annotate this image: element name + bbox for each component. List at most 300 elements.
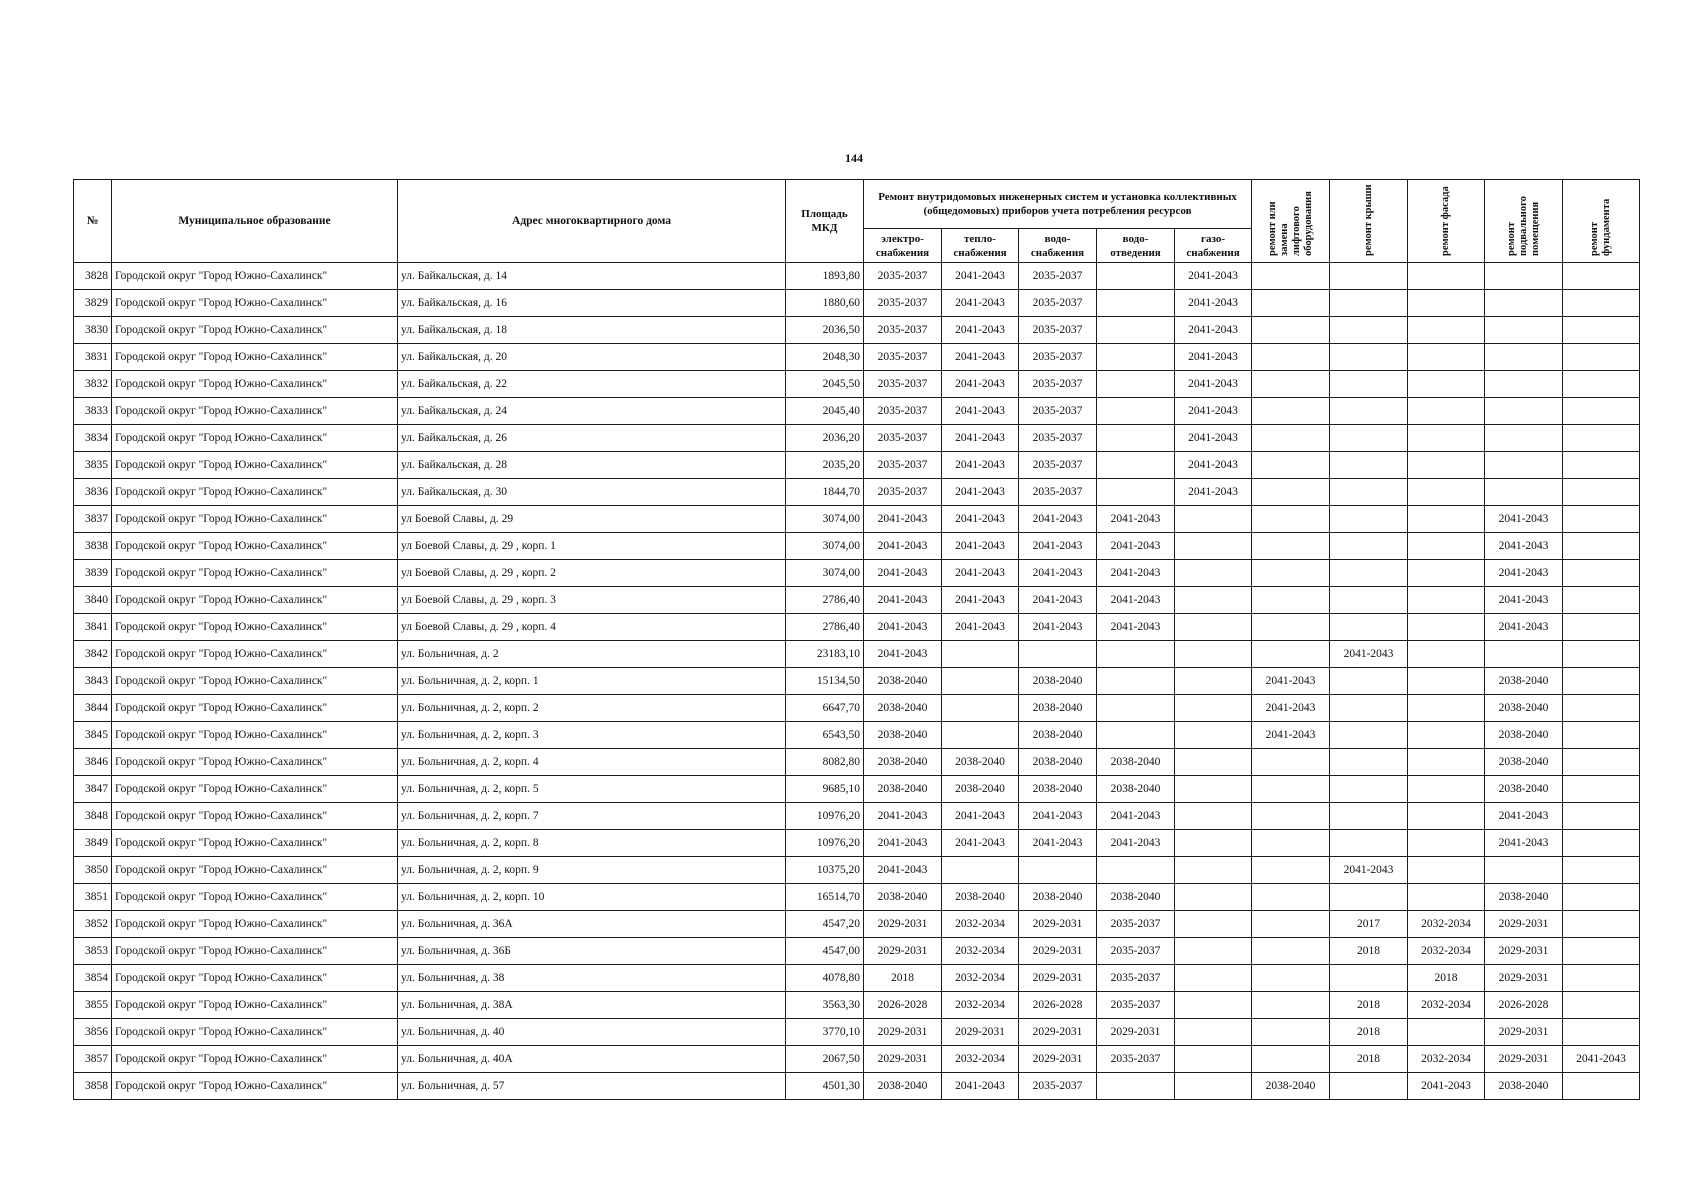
cell-electricity: 2041-2043 (864, 506, 942, 533)
cell-municipality: Городской округ "Город Южно-Сахалинск" (112, 290, 398, 317)
cell-municipality: Городской округ "Город Южно-Сахалинск" (112, 695, 398, 722)
cell-foundation (1563, 371, 1640, 398)
cell-electricity: 2035-2037 (864, 425, 942, 452)
cell-heat: 2041-2043 (942, 560, 1019, 587)
cell-address: ул. Больничная, д. 2, корп. 8 (398, 830, 786, 857)
cell-water-disposal (1097, 641, 1175, 668)
cell-basement: 2038-2040 (1485, 749, 1563, 776)
cell-water-disposal: 2029-2031 (1097, 1019, 1175, 1046)
table-body (74, 263, 1640, 1100)
cell-water-supply: 2035-2037 (1019, 479, 1097, 506)
cell-gas: 2041-2043 (1175, 317, 1252, 344)
header-water-supply: водо-снабжения (1019, 229, 1097, 263)
cell-area: 1880,60 (786, 290, 864, 317)
cell-gas: 2041-2043 (1175, 452, 1252, 479)
cell-heat: 2041-2043 (942, 830, 1019, 857)
cell-gas (1175, 695, 1252, 722)
table-row (74, 641, 1640, 668)
cell-address: ул. Больничная, д. 38А (398, 992, 786, 1019)
cell-foundation (1563, 938, 1640, 965)
cell-heat: 2032-2034 (942, 965, 1019, 992)
cell-water-disposal (1097, 398, 1175, 425)
cell-foundation (1563, 1019, 1640, 1046)
cell-water-supply: 2041-2043 (1019, 614, 1097, 641)
table-row (74, 587, 1640, 614)
cell-heat: 2041-2043 (942, 317, 1019, 344)
cell-number: 3834 (74, 425, 112, 452)
cell-municipality: Городской округ "Город Южно-Сахалинск" (112, 263, 398, 290)
cell-number: 3843 (74, 668, 112, 695)
cell-water-supply: 2041-2043 (1019, 587, 1097, 614)
cell-address: ул. Больничная, д. 2, корп. 7 (398, 803, 786, 830)
cell-heat: 2032-2034 (942, 992, 1019, 1019)
header-foundation-label: ремонт фундамента (1589, 198, 1613, 256)
cell-municipality: Городской округ "Город Южно-Сахалинск" (112, 587, 398, 614)
cell-water-supply: 2038-2040 (1019, 884, 1097, 911)
cell-roof (1330, 290, 1408, 317)
cell-water-disposal (1097, 1073, 1175, 1100)
cell-area: 2035,20 (786, 452, 864, 479)
cell-electricity: 2038-2040 (864, 668, 942, 695)
cell-municipality: Городской округ "Город Южно-Сахалинск" (112, 830, 398, 857)
cell-water-disposal: 2035-2037 (1097, 911, 1175, 938)
cell-address: ул. Байкальская, д. 14 (398, 263, 786, 290)
table-row (74, 803, 1640, 830)
cell-electricity: 2041-2043 (864, 560, 942, 587)
table-row (74, 452, 1640, 479)
cell-water-disposal (1097, 479, 1175, 506)
cell-roof (1330, 452, 1408, 479)
cell-heat: 2041-2043 (942, 803, 1019, 830)
cell-roof (1330, 344, 1408, 371)
cell-heat: 2032-2034 (942, 1046, 1019, 1073)
cell-number: 3835 (74, 452, 112, 479)
cell-roof (1330, 668, 1408, 695)
cell-gas (1175, 884, 1252, 911)
cell-area: 3074,00 (786, 533, 864, 560)
header-foundation (1563, 180, 1640, 263)
cell-gas: 2041-2043 (1175, 263, 1252, 290)
cell-facade: 2032-2034 (1408, 1046, 1485, 1073)
cell-roof: 2018 (1330, 1046, 1408, 1073)
cell-facade: 2041-2043 (1408, 1073, 1485, 1100)
cell-facade (1408, 668, 1485, 695)
header-electricity: электро-снабжения (864, 229, 942, 263)
table-row (74, 479, 1640, 506)
cell-basement: 2041-2043 (1485, 830, 1563, 857)
cell-roof (1330, 884, 1408, 911)
cell-gas (1175, 938, 1252, 965)
cell-electricity: 2041-2043 (864, 587, 942, 614)
header-facade (1408, 180, 1485, 263)
cell-facade (1408, 425, 1485, 452)
cell-heat: 2029-2031 (942, 1019, 1019, 1046)
cell-roof (1330, 263, 1408, 290)
cell-elevator (1252, 830, 1330, 857)
cell-municipality: Городской округ "Город Южно-Сахалинск" (112, 452, 398, 479)
cell-address: ул. Больничная, д. 2 (398, 641, 786, 668)
cell-area: 8082,80 (786, 749, 864, 776)
cell-roof (1330, 371, 1408, 398)
cell-roof (1330, 560, 1408, 587)
cell-basement (1485, 641, 1563, 668)
cell-address: ул. Байкальская, д. 26 (398, 425, 786, 452)
cell-gas: 2041-2043 (1175, 371, 1252, 398)
cell-water-disposal: 2041-2043 (1097, 803, 1175, 830)
cell-elevator: 2038-2040 (1252, 1073, 1330, 1100)
cell-area: 2786,40 (786, 587, 864, 614)
cell-address: ул. Больничная, д. 57 (398, 1073, 786, 1100)
cell-address: ул. Байкальская, д. 24 (398, 398, 786, 425)
cell-water-disposal (1097, 344, 1175, 371)
cell-address: ул. Больничная, д. 2, корп. 5 (398, 776, 786, 803)
cell-water-supply: 2038-2040 (1019, 776, 1097, 803)
cell-gas (1175, 1019, 1252, 1046)
cell-facade (1408, 506, 1485, 533)
cell-facade (1408, 857, 1485, 884)
cell-elevator (1252, 371, 1330, 398)
cell-basement: 2041-2043 (1485, 803, 1563, 830)
cell-foundation (1563, 479, 1640, 506)
cell-foundation (1563, 722, 1640, 749)
cell-area: 3074,00 (786, 560, 864, 587)
cell-elevator (1252, 965, 1330, 992)
table-row (74, 533, 1640, 560)
cell-address: ул. Байкальская, д. 22 (398, 371, 786, 398)
cell-water-supply: 2029-2031 (1019, 938, 1097, 965)
cell-roof (1330, 695, 1408, 722)
cell-basement (1485, 452, 1563, 479)
cell-address: ул. Байкальская, д. 30 (398, 479, 786, 506)
cell-roof (1330, 398, 1408, 425)
cell-water-disposal (1097, 452, 1175, 479)
cell-heat (942, 641, 1019, 668)
cell-water-supply: 2038-2040 (1019, 668, 1097, 695)
cell-water-supply: 2041-2043 (1019, 533, 1097, 560)
cell-gas (1175, 614, 1252, 641)
cell-municipality: Городской округ "Город Южно-Сахалинск" (112, 479, 398, 506)
table-row (74, 317, 1640, 344)
cell-foundation (1563, 776, 1640, 803)
cell-roof (1330, 533, 1408, 560)
cell-electricity: 2035-2037 (864, 452, 942, 479)
cell-water-disposal (1097, 857, 1175, 884)
cell-facade (1408, 587, 1485, 614)
cell-roof: 2018 (1330, 992, 1408, 1019)
cell-roof (1330, 722, 1408, 749)
cell-facade (1408, 560, 1485, 587)
cell-foundation (1563, 911, 1640, 938)
cell-elevator (1252, 614, 1330, 641)
table-row (74, 668, 1640, 695)
cell-water-supply: 2029-2031 (1019, 965, 1097, 992)
cell-municipality: Городской округ "Город Южно-Сахалинск" (112, 641, 398, 668)
cell-number: 3836 (74, 479, 112, 506)
header-gas: газо-снабжения (1175, 229, 1252, 263)
cell-area: 6647,70 (786, 695, 864, 722)
cell-water-disposal (1097, 425, 1175, 452)
cell-foundation (1563, 830, 1640, 857)
cell-electricity: 2041-2043 (864, 803, 942, 830)
cell-municipality: Городской округ "Город Южно-Сахалинск" (112, 317, 398, 344)
cell-facade (1408, 452, 1485, 479)
cell-foundation (1563, 290, 1640, 317)
table-row (74, 776, 1640, 803)
cell-area: 4078,80 (786, 965, 864, 992)
cell-area: 4547,20 (786, 911, 864, 938)
cell-elevator (1252, 857, 1330, 884)
cell-facade (1408, 614, 1485, 641)
cell-municipality: Городской округ "Город Южно-Сахалинск" (112, 668, 398, 695)
cell-number: 3839 (74, 560, 112, 587)
cell-elevator: 2041-2043 (1252, 722, 1330, 749)
cell-area: 2045,50 (786, 371, 864, 398)
header-area: Площадь МКД (786, 180, 864, 263)
cell-municipality: Городской округ "Город Южно-Сахалинск" (112, 965, 398, 992)
header-water-disposal: водо-отведения (1097, 229, 1175, 263)
cell-heat: 2041-2043 (942, 452, 1019, 479)
cell-number: 3833 (74, 398, 112, 425)
cell-facade (1408, 263, 1485, 290)
cell-municipality: Городской округ "Город Южно-Сахалинск" (112, 398, 398, 425)
cell-foundation (1563, 884, 1640, 911)
table-row (74, 965, 1640, 992)
cell-basement (1485, 398, 1563, 425)
cell-elevator (1252, 290, 1330, 317)
cell-basement: 2029-2031 (1485, 1046, 1563, 1073)
cell-number: 3841 (74, 614, 112, 641)
cell-water-supply: 2038-2040 (1019, 749, 1097, 776)
cell-address: ул. Больничная, д. 36Б (398, 938, 786, 965)
cell-water-disposal: 2041-2043 (1097, 560, 1175, 587)
cell-water-disposal: 2038-2040 (1097, 776, 1175, 803)
cell-gas (1175, 911, 1252, 938)
cell-roof (1330, 425, 1408, 452)
cell-heat: 2041-2043 (942, 614, 1019, 641)
cell-address: ул. Байкальская, д. 20 (398, 344, 786, 371)
cell-number: 3858 (74, 1073, 112, 1100)
cell-area: 3563,30 (786, 992, 864, 1019)
cell-gas (1175, 830, 1252, 857)
cell-water-disposal (1097, 695, 1175, 722)
cell-water-disposal (1097, 290, 1175, 317)
cell-water-disposal: 2035-2037 (1097, 938, 1175, 965)
cell-elevator (1252, 479, 1330, 506)
cell-municipality: Городской округ "Город Южно-Сахалинск" (112, 533, 398, 560)
cell-roof: 2018 (1330, 1019, 1408, 1046)
cell-number: 3852 (74, 911, 112, 938)
cell-foundation (1563, 749, 1640, 776)
cell-foundation (1563, 614, 1640, 641)
table-row (74, 911, 1640, 938)
table-row (74, 344, 1640, 371)
header-basement (1485, 180, 1563, 263)
cell-water-supply: 2035-2037 (1019, 425, 1097, 452)
cell-address: ул Боевой Славы, д. 29 , корп. 3 (398, 587, 786, 614)
table-row (74, 506, 1640, 533)
cell-elevator (1252, 506, 1330, 533)
cell-address: ул. Больничная, д. 2, корп. 2 (398, 695, 786, 722)
cell-foundation (1563, 263, 1640, 290)
cell-gas (1175, 560, 1252, 587)
cell-gas (1175, 992, 1252, 1019)
cell-municipality: Городской округ "Город Южно-Сахалинск" (112, 425, 398, 452)
cell-heat: 2041-2043 (942, 398, 1019, 425)
cell-water-supply: 2038-2040 (1019, 695, 1097, 722)
cell-gas: 2041-2043 (1175, 479, 1252, 506)
cell-foundation (1563, 992, 1640, 1019)
cell-foundation (1563, 803, 1640, 830)
cell-water-supply: 2029-2031 (1019, 1046, 1097, 1073)
cell-number: 3842 (74, 641, 112, 668)
cell-number: 3830 (74, 317, 112, 344)
cell-electricity: 2041-2043 (864, 857, 942, 884)
table-row (74, 857, 1640, 884)
cell-number: 3845 (74, 722, 112, 749)
cell-area: 3770,10 (786, 1019, 864, 1046)
cell-address: ул. Больничная, д. 2, корп. 10 (398, 884, 786, 911)
header-basement-label: ремонт подвального помещения (1505, 196, 1541, 256)
cell-facade (1408, 1019, 1485, 1046)
cell-heat: 2041-2043 (942, 587, 1019, 614)
cell-electricity: 2038-2040 (864, 776, 942, 803)
cell-foundation (1563, 452, 1640, 479)
cell-elevator (1252, 317, 1330, 344)
cell-roof (1330, 479, 1408, 506)
cell-water-supply: 2035-2037 (1019, 317, 1097, 344)
cell-water-supply: 2035-2037 (1019, 344, 1097, 371)
cell-number: 3854 (74, 965, 112, 992)
cell-elevator (1252, 911, 1330, 938)
cell-water-disposal: 2041-2043 (1097, 830, 1175, 857)
cell-electricity: 2029-2031 (864, 938, 942, 965)
header-elevator-label: ремонт или замена лифтового оборудования (1266, 191, 1314, 256)
cell-facade (1408, 695, 1485, 722)
cell-area: 4501,30 (786, 1073, 864, 1100)
cell-number: 3837 (74, 506, 112, 533)
cell-water-disposal: 2035-2037 (1097, 992, 1175, 1019)
cell-electricity: 2035-2037 (864, 398, 942, 425)
cell-gas (1175, 749, 1252, 776)
cell-facade: 2018 (1408, 965, 1485, 992)
cell-gas: 2041-2043 (1175, 344, 1252, 371)
cell-roof (1330, 1073, 1408, 1100)
cell-elevator (1252, 1046, 1330, 1073)
cell-water-supply: 2041-2043 (1019, 803, 1097, 830)
cell-electricity: 2041-2043 (864, 641, 942, 668)
cell-number: 3848 (74, 803, 112, 830)
cell-foundation (1563, 425, 1640, 452)
cell-basement (1485, 857, 1563, 884)
cell-water-disposal: 2035-2037 (1097, 965, 1175, 992)
cell-address: ул. Больничная, д. 40А (398, 1046, 786, 1073)
cell-elevator (1252, 263, 1330, 290)
cell-municipality: Городской округ "Город Южно-Сахалинск" (112, 884, 398, 911)
cell-heat (942, 722, 1019, 749)
cell-elevator (1252, 587, 1330, 614)
cell-foundation (1563, 641, 1640, 668)
cell-roof (1330, 830, 1408, 857)
header-address: Адрес многоквартирного дома (398, 180, 786, 263)
table-row (74, 830, 1640, 857)
cell-gas (1175, 857, 1252, 884)
cell-elevator (1252, 884, 1330, 911)
cell-basement: 2038-2040 (1485, 722, 1563, 749)
cell-heat: 2038-2040 (942, 776, 1019, 803)
cell-water-supply (1019, 641, 1097, 668)
cell-roof (1330, 803, 1408, 830)
cell-facade (1408, 803, 1485, 830)
table-row (74, 722, 1640, 749)
cell-foundation (1563, 668, 1640, 695)
cell-foundation (1563, 695, 1640, 722)
cell-basement: 2029-2031 (1485, 911, 1563, 938)
cell-water-disposal (1097, 317, 1175, 344)
cell-area: 15134,50 (786, 668, 864, 695)
cell-heat: 2041-2043 (942, 1073, 1019, 1100)
cell-basement (1485, 371, 1563, 398)
header-facade-label: ремонт фасада (1440, 186, 1452, 256)
cell-area: 10976,20 (786, 830, 864, 857)
cell-gas: 2041-2043 (1175, 398, 1252, 425)
cell-foundation (1563, 398, 1640, 425)
table-row (74, 1046, 1640, 1073)
cell-foundation (1563, 533, 1640, 560)
cell-facade: 2032-2034 (1408, 938, 1485, 965)
cell-area: 10375,20 (786, 857, 864, 884)
cell-number: 3840 (74, 587, 112, 614)
cell-municipality: Городской округ "Город Южно-Сахалинск" (112, 911, 398, 938)
cell-facade: 2032-2034 (1408, 911, 1485, 938)
cell-number: 3857 (74, 1046, 112, 1073)
cell-address: ул. Больничная, д. 38 (398, 965, 786, 992)
cell-water-supply: 2035-2037 (1019, 290, 1097, 317)
cell-elevator (1252, 533, 1330, 560)
cell-heat: 2032-2034 (942, 911, 1019, 938)
cell-water-disposal: 2038-2040 (1097, 749, 1175, 776)
cell-water-disposal: 2035-2037 (1097, 1046, 1175, 1073)
cell-heat: 2041-2043 (942, 371, 1019, 398)
cell-gas (1175, 587, 1252, 614)
cell-gas (1175, 803, 1252, 830)
cell-foundation (1563, 344, 1640, 371)
cell-number: 3851 (74, 884, 112, 911)
table-row (74, 1073, 1640, 1100)
cell-number: 3856 (74, 1019, 112, 1046)
cell-address: ул. Байкальская, д. 28 (398, 452, 786, 479)
cell-elevator (1252, 749, 1330, 776)
cell-electricity: 2035-2037 (864, 317, 942, 344)
table-header (74, 180, 1640, 263)
cell-basement: 2041-2043 (1485, 560, 1563, 587)
cell-water-disposal (1097, 263, 1175, 290)
cell-foundation (1563, 1073, 1640, 1100)
cell-basement (1485, 479, 1563, 506)
cell-address: ул Боевой Славы, д. 29 , корп. 4 (398, 614, 786, 641)
cell-address: ул Боевой Славы, д. 29 (398, 506, 786, 533)
cell-number: 3832 (74, 371, 112, 398)
cell-elevator (1252, 938, 1330, 965)
cell-foundation (1563, 560, 1640, 587)
cell-facade (1408, 398, 1485, 425)
cell-electricity: 2035-2037 (864, 263, 942, 290)
cell-water-disposal: 2038-2040 (1097, 884, 1175, 911)
cell-water-disposal (1097, 722, 1175, 749)
cell-roof (1330, 776, 1408, 803)
table-row (74, 1019, 1640, 1046)
cell-elevator (1252, 803, 1330, 830)
cell-facade (1408, 290, 1485, 317)
